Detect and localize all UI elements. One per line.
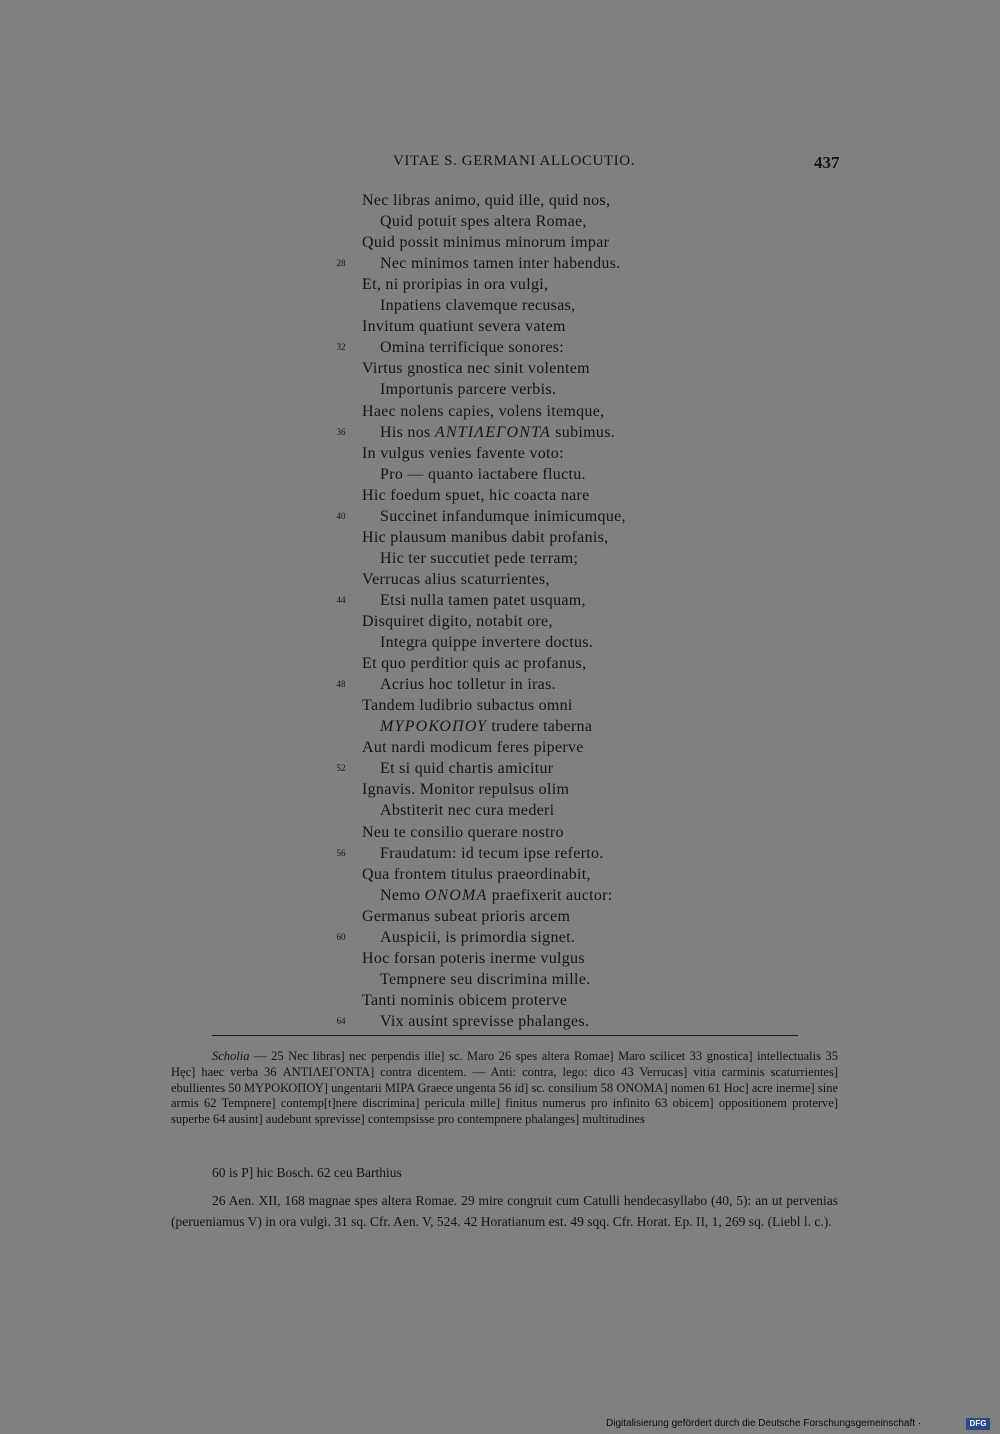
- verse-line: Invitum quatiunt severa vatem: [362, 318, 566, 335]
- verse-text: praefixerit auctor:: [487, 887, 613, 904]
- verse-line: [380, 422, 615, 443]
- verse-line: Quid possit minimus minorum impar: [362, 234, 610, 251]
- verse-line: Tempnere seu discrimina mille.: [380, 971, 591, 988]
- verse-line: Nec libras animo, quid ille, quid nos,: [362, 192, 611, 209]
- digitization-credit: Digitalisierung gefördert durch die Deutsche Forschungsgemeinschaft ·: [606, 1418, 922, 1429]
- verse-text: subimus.: [550, 424, 616, 441]
- verse-line: Succinet infandumque inimicumque,: [380, 508, 626, 525]
- greek-word: ΟΝΟΜΑ: [424, 887, 488, 904]
- verse-line: Integra quippe invertere doctus.: [380, 634, 594, 651]
- verse-line: Fraudatum: id tecum ipse referto.: [380, 845, 604, 862]
- verse-line: Hic foedum spuet, hic coacta nare: [362, 487, 590, 504]
- line-number: 60: [336, 932, 346, 942]
- variant-apparatus: 60 is P] hic Bosch. 62 ceu Barthius: [212, 1165, 402, 1180]
- verse-line: Abstiterit nec cura mederi: [380, 802, 555, 819]
- source-apparatus: 26 Aen. XII, 168 magnae spes altera Romae. 29 mire congruit cum Catulli hendecasyllabo (40, 5): an ut pervenias (perueniamus V) in ora vulgi. 31 sq. Cfr. Aen. V, 524. 42 Horatianum est. 49 sqq. Cfr. Horat. Ep. II, 1, 269 sq. (Liebl l. c.).: [171, 1193, 838, 1229]
- verse-line: Quid potuit spes altera Romae,: [380, 213, 587, 230]
- verse-line: Neu te consilio querare nostro: [362, 824, 564, 841]
- verse-line: In vulgus venies favente voto:: [362, 445, 564, 462]
- scholia-text: — 25 Nec libras] nec perpendis ille] sc. Maro 26 spes altera Romae] Maro scilicet 33 gnostica] intellectualis 35 Hęc] haec verba 36 ΑΝΤΙΛΕΓΟΝΤΑ] contra dicentem. — Anti: contra, lego: dico 43 Verrucas] vitia carminis scaturrientes] ebullientes 50 ΜΥΡΟΚΟΠΟΥ] ungentarii ΜΙΡΑ Graece ungenta 56 id] sc. consilium 58 ΟΝΟΜΑ] nomen 61 Hoc] acre inerme] sine armis 62 Tempnere] contemp[t]nere discrimina] pericula mille] finitus numerus pro infinito 63 obicem] oppositionem proterve] superbe 64 ausint] audebunt sprevisse] contempsisse pro contempnere phalanges] multitudines: [171, 1049, 838, 1127]
- verse-line: Et si quid chartis amicitur: [380, 760, 554, 777]
- verse-line: Disquiret digito, notabit ore,: [362, 613, 553, 630]
- line-number: 32: [336, 342, 346, 352]
- verse-line: [380, 716, 592, 737]
- verse-line: Tandem ludibrio subactus omni: [362, 697, 573, 714]
- footnote-rule: [212, 1035, 798, 1036]
- dfg-logo: DFG: [966, 1418, 990, 1430]
- verse-line: [380, 885, 613, 906]
- verse-text: trudere taberna: [487, 718, 593, 735]
- line-number: 56: [336, 848, 346, 858]
- verse-line: Omina terrificique sonores:: [380, 339, 565, 356]
- verse-line: Aut nardi modicum feres piperve: [362, 739, 584, 756]
- verse-line: Verrucas alius scaturrientes,: [362, 571, 550, 588]
- line-number: 48: [336, 679, 346, 689]
- verse-line: Hoc forsan poteris inerme vulgus: [362, 950, 585, 967]
- verse-line: Qua frontem titulus praeordinabit,: [362, 866, 591, 883]
- verse-line: Et quo perditior quis ac profanus,: [362, 655, 587, 672]
- verse-text: Nemo: [380, 887, 425, 904]
- verse-line: Hic plausum manibus dabit profanis,: [362, 529, 609, 546]
- verse-line: Acrius hoc tolletur in iras.: [380, 676, 556, 693]
- running-head: VITAE S. GERMANI ALLOCUTIO.: [393, 153, 636, 169]
- line-number: 44: [336, 595, 346, 605]
- verse-line: Importunis parcere verbis.: [380, 381, 557, 398]
- verse-line: Auspicii, is primordia signet.: [380, 929, 576, 946]
- verse-line: Pro — quanto iactabere fluctu.: [380, 466, 586, 483]
- verse-line: Etsi nulla tamen patet usquam,: [380, 592, 586, 609]
- verse-line: Ignavis. Monitor repulsus olim: [362, 781, 570, 798]
- line-number: 64: [336, 1016, 346, 1026]
- verse-line: Vix ausint sprevisse phalanges.: [380, 1013, 590, 1030]
- verse-line: Tanti nominis obicem proterve: [362, 992, 568, 1009]
- scholia-note: [171, 1049, 838, 1128]
- verse-text: His nos: [380, 424, 435, 441]
- verse-line: Hic ter succutiet pede terram;: [380, 550, 579, 567]
- line-number: 40: [336, 511, 346, 521]
- greek-word: ΑΝΤΙΛΕΓΟΝΤΑ: [434, 424, 551, 441]
- page-number: 437: [814, 153, 840, 172]
- verse-line: Germanus subeat prioris arcem: [362, 908, 571, 925]
- verse-line: Haec nolens capies, volens itemque,: [362, 403, 605, 420]
- line-number: 52: [336, 763, 346, 773]
- verse-line: Inpatiens clavemque recusas,: [380, 297, 576, 314]
- scholia-label: Scholia: [212, 1049, 250, 1063]
- line-number: 28: [336, 258, 346, 268]
- verse-line: Nec minimos tamen inter habendus.: [380, 255, 621, 272]
- verse-line: Et, ni proripias in ora vulgi,: [362, 276, 549, 293]
- line-number: 36: [336, 427, 346, 437]
- greek-word: ΜΥΡΟΚΟΠΟΥ: [380, 718, 488, 735]
- verse-line: Virtus gnostica nec sinit volentem: [362, 360, 590, 377]
